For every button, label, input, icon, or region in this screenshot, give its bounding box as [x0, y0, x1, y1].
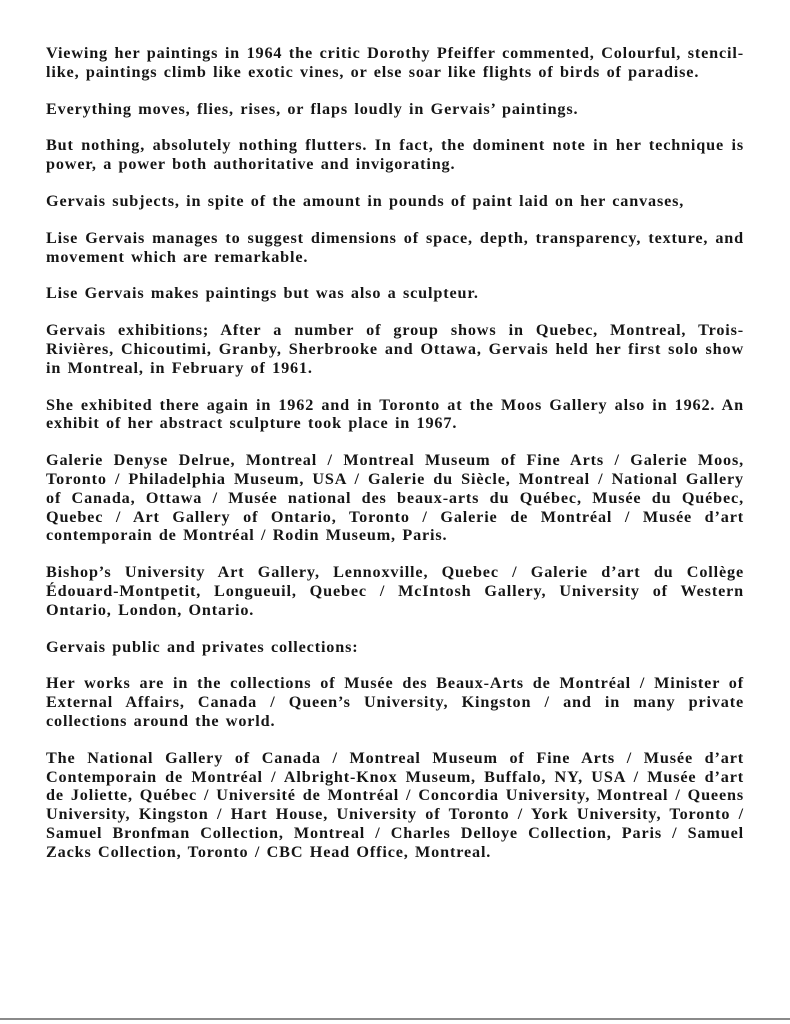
paragraph-paint-amount: Gervais subjects, in spite of the amount in pounds of paint laid on her canvases,	[46, 191, 685, 210]
paragraph-bishops-university: Bishop’s University Art Gallery, Lennoxville, Quebec / Galerie d’art du Collège Édouard-Montpetit, Longueuil, Quebec / McIntosh Gallery, University of Western Ontario, London, Ontario.	[46, 563, 744, 619]
paragraph-gallery-list: Galerie Denyse Delrue, Montreal / Montreal Museum of Fine Arts / Galerie Moos, Toronto / Philadelphia Museum, USA / Galerie du Siècle, Montreal / National Gallery of Canada, Ottawa / Musée national des beaux-arts du Québec, Musée du Québec, Quebec / Art Gallery of Ontario, Toronto / Galerie de Montréal / Musée d’art contemporain de Montréal / Rodin Museum, Paris.	[46, 451, 744, 545]
paragraph-nothing-flutters: But nothing, absolutely nothing flutters. In fact, the dominent note in her technique is power, a power both authoritative and invigorating.	[46, 136, 744, 174]
paragraph-institution-list: The National Gallery of Canada / Montreal Museum of Fine Arts / Musée d’art Contemporain de Montréal / Albright-Knox Museum, Buffalo, NY, USA / Musée d’art de Joliette, Québec / Université de Montréal / Concordia University, Montreal / Queens University, Kingston / Hart House, University of Toronto / York University, Toronto / Samuel Bronfman Collection, Montreal / Charles Delloye Collection, Paris / Samuel Zacks Collection, Toronto / CBC Head Office, Montreal.	[46, 748, 744, 861]
paragraph-dimensions: Lise Gervais manages to suggest dimensions of space, depth, transparency, texture, and movement which are remarkable.	[46, 228, 744, 266]
paragraph-works-collections: Her works are in the collections of Musée des Beaux-Arts de Montréal / Minister of External Affairs, Canada / Queen’s University, Kingston / and in many private collections around the world.	[46, 674, 744, 730]
paragraph-exhibitions: Gervais exhibitions; After a number of group shows in Quebec, Montreal, Trois-Rivières, Chicoutimi, Granby, Sherbrooke and Ottawa, Gervais held her first solo show in Montreal, in February of 1961.	[46, 321, 744, 377]
paragraph-everything-moves: Everything moves, flies, rises, or flaps loudly in Gervais’ paintings.	[46, 99, 579, 118]
bottom-divider	[0, 1018, 790, 1020]
paragraph-sculpteur: Lise Gervais makes paintings but was also a sculpteur.	[46, 284, 479, 303]
paragraph-moos-gallery: She exhibited there again in 1962 and in Toronto at the Moos Gallery also in 1962. An exhibit of her abstract sculpture took place in 1967.	[46, 395, 744, 433]
document-body	[46, 44, 744, 880]
paragraph-pfeiffer-quote: Viewing her paintings in 1964 the critic Dorothy Pfeiffer commented, Colourful, stencil-like, paintings climb like exotic vines, or else soar like flights of birds of paradise.	[46, 44, 744, 81]
paragraph-collections-heading: Gervais public and privates collections:	[46, 637, 359, 656]
